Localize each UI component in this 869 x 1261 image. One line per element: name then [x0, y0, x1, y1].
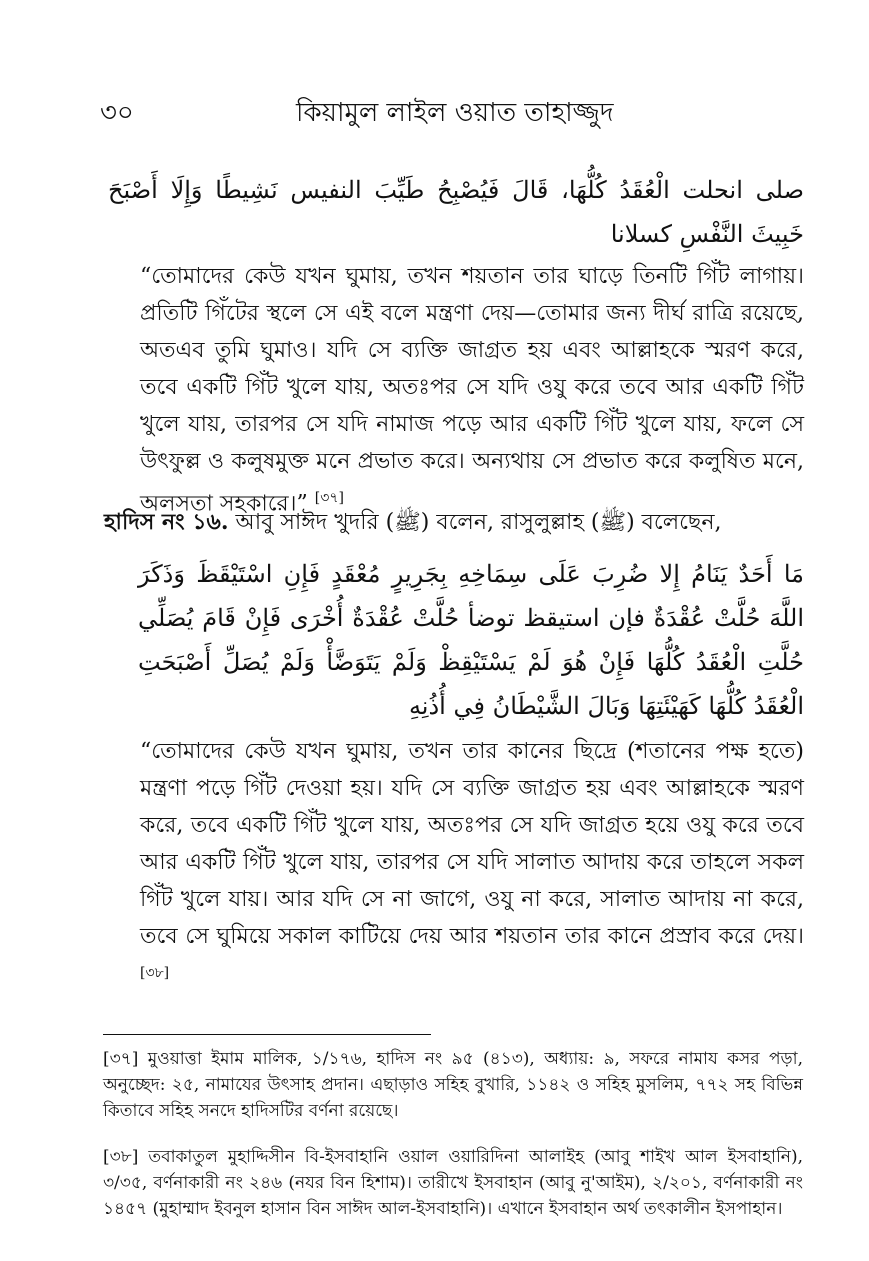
- translation-text-1: “তোমাদের কেউ যখন ঘুমায়, তখন শয়তান তার ঘাড়ে তিনটি গিঁট লাগায়। প্রতিটি গিঁটের স্থলে সে এই বলে মন্ত্রণা দেয়—তোমার জন্য দীর্ঘ রাত্রি রয়েছে, অতএব তুমি ঘুমাও। যদি সে ব্যক্তি জাগ্রত হয় এবং আল্লাহকে স্মরণ করে, তবে একটি গিঁট খুলে যায়, অতঃপর সে যদি ওযু করে তবে আর একটি গিঁট খুলে যায়, তারপর সে যদি নামাজ পড়ে আর একটি গিঁট খুলে যায়, ফলে সে উৎফুল্ল ও কলুষমুক্ত মনে প্রভাত করে। অন্যথায় সে প্রভাত করে কলুষিত মনে, অলসতা সহকারে।”: [140, 264, 804, 517]
- footnote-divider: [103, 1034, 431, 1035]
- hadith-intro: আবু সাঈদ খুদরি (ﷺ) বলেন, রাসুলুল্লাহ (ﷺ) বলেছেন,: [235, 510, 722, 535]
- translation-paragraph-2: [140, 733, 804, 997]
- hadith-heading: [104, 504, 804, 541]
- footnote-37: [৩৭] মুওয়াত্তা ইমাম মালিক, ১/১৭৬, হাদিস নং ৯৫ (৪১৩), অধ্যায়: ৯, সফরে নামায কসর পড়া, অনুচ্ছেদ: ২৫, নামাযের উৎসাহ প্রদান। এছাড়াও সহিহ বুখারি, ১১৪২ ও সহিহ মুসলিম, ৭৭২ সহ বিভিন্ন কিতাবে সহিহ সনদে হাদিসটির বর্ণনা রয়েছে।: [103, 1049, 803, 1121]
- arabic-text-2: مَا أَحَدٌ يَنَامُ إِلا ضُرِبَ عَلَى سِمَاخِهِ بِجَرِيرٍ مُعْقَدٍ فَإِنِ اسْتَيْقَظَ وَذَكَرَ اللَّهَ حُلَّتْ عُقْدَةٌ فإن استيقظ توضأ حُلَّتْ عُقْدَةٌ أُخْرَى فَإِنْ قَامَ يُصَلِّي حُلَّتِ الْعُقَدُ كُلُّهَا فَإِنْ هُوَ لَمْ يَسْتَيْقِظْ وَلَمْ يَتَوَضَّأْ وَلَمْ يُصَلِّ أَصْبَحَتِ الْعُقَدُ كُلُّهَا كَهَيْئَتِهَا وَبَالَ الشَّيْطَانُ فِي أُذُنِهِ: [138, 560, 805, 720]
- page-number: ৩০: [100, 98, 134, 128]
- arabic-text-1: صلى انحلت الْعُقَدُ كُلُّهَا، قَالَ فَيُصْبِحُ طَيِّبَ النفيس نَشِيطًا وَإِلَا أَصْبَحَ خَبِيثَ النَّفْسِ كسلانا: [108, 176, 804, 248]
- running-title: কিয়ামুল লাইল ওয়াত তাহাজ্জুদ: [296, 98, 614, 128]
- page-header: [100, 92, 800, 136]
- footnote-38: [৩৮] তবাকাতুল মুহাদ্দিসীন বি-ইসবাহানি ওয়াল ওয়ারিদিনা আলাইহ (আবু শাইখ আল ইসবাহানি), ৩/৩৫, বর্ণনাকারী নং ২৪৬ (নযর বিন হিশাম)। তারীখে ইসবাহান (আবু নু'আইম), ২/২০১, বর্ণনাকারী নং ১৪৫৭ (মুহাম্মাদ ইবনুল হাসান বিন সাঈদ আল-ইসবাহানি)। এখানে ইসবাহান অর্থ তৎকালীন ইসপাহান।: [103, 1147, 803, 1219]
- footnote-ref-37: [৩৭]: [314, 490, 344, 506]
- translation-paragraph-1: [140, 258, 804, 522]
- hadith-number-label: হাদিস নং ১৬.: [104, 509, 229, 535]
- translation-text-2: “তোমাদের কেউ যখন ঘুমায়, তখন তার কানের ছিদ্রে (শতানের পক্ষ হতে) মন্ত্রণা পড়ে গিঁট দেওয়া হয়। যদি সে ব্যক্তি জাগ্রত হয় এবং আল্লাহকে স্মরণ করে, তবে একটি গিঁট খুলে যায়, অতঃপর সে যদি জাগ্রত হয়ে ওযু করে তবে আর একটি গিঁট খুলে যায়, তারপর সে যদি সালাত আদায় করে তাহলে সকল গিঁট খুলে যায়। আর যদি সে না জাগে, ওযু না করে, সালাত আদায় না করে, তবে সে ঘুমিয়ে সকাল কাটিয়ে দেয় আর শয়তান তার কানে প্রস্রাব করে দেয়।: [140, 739, 804, 949]
- footnote-ref-38: [৩৮]: [140, 965, 170, 981]
